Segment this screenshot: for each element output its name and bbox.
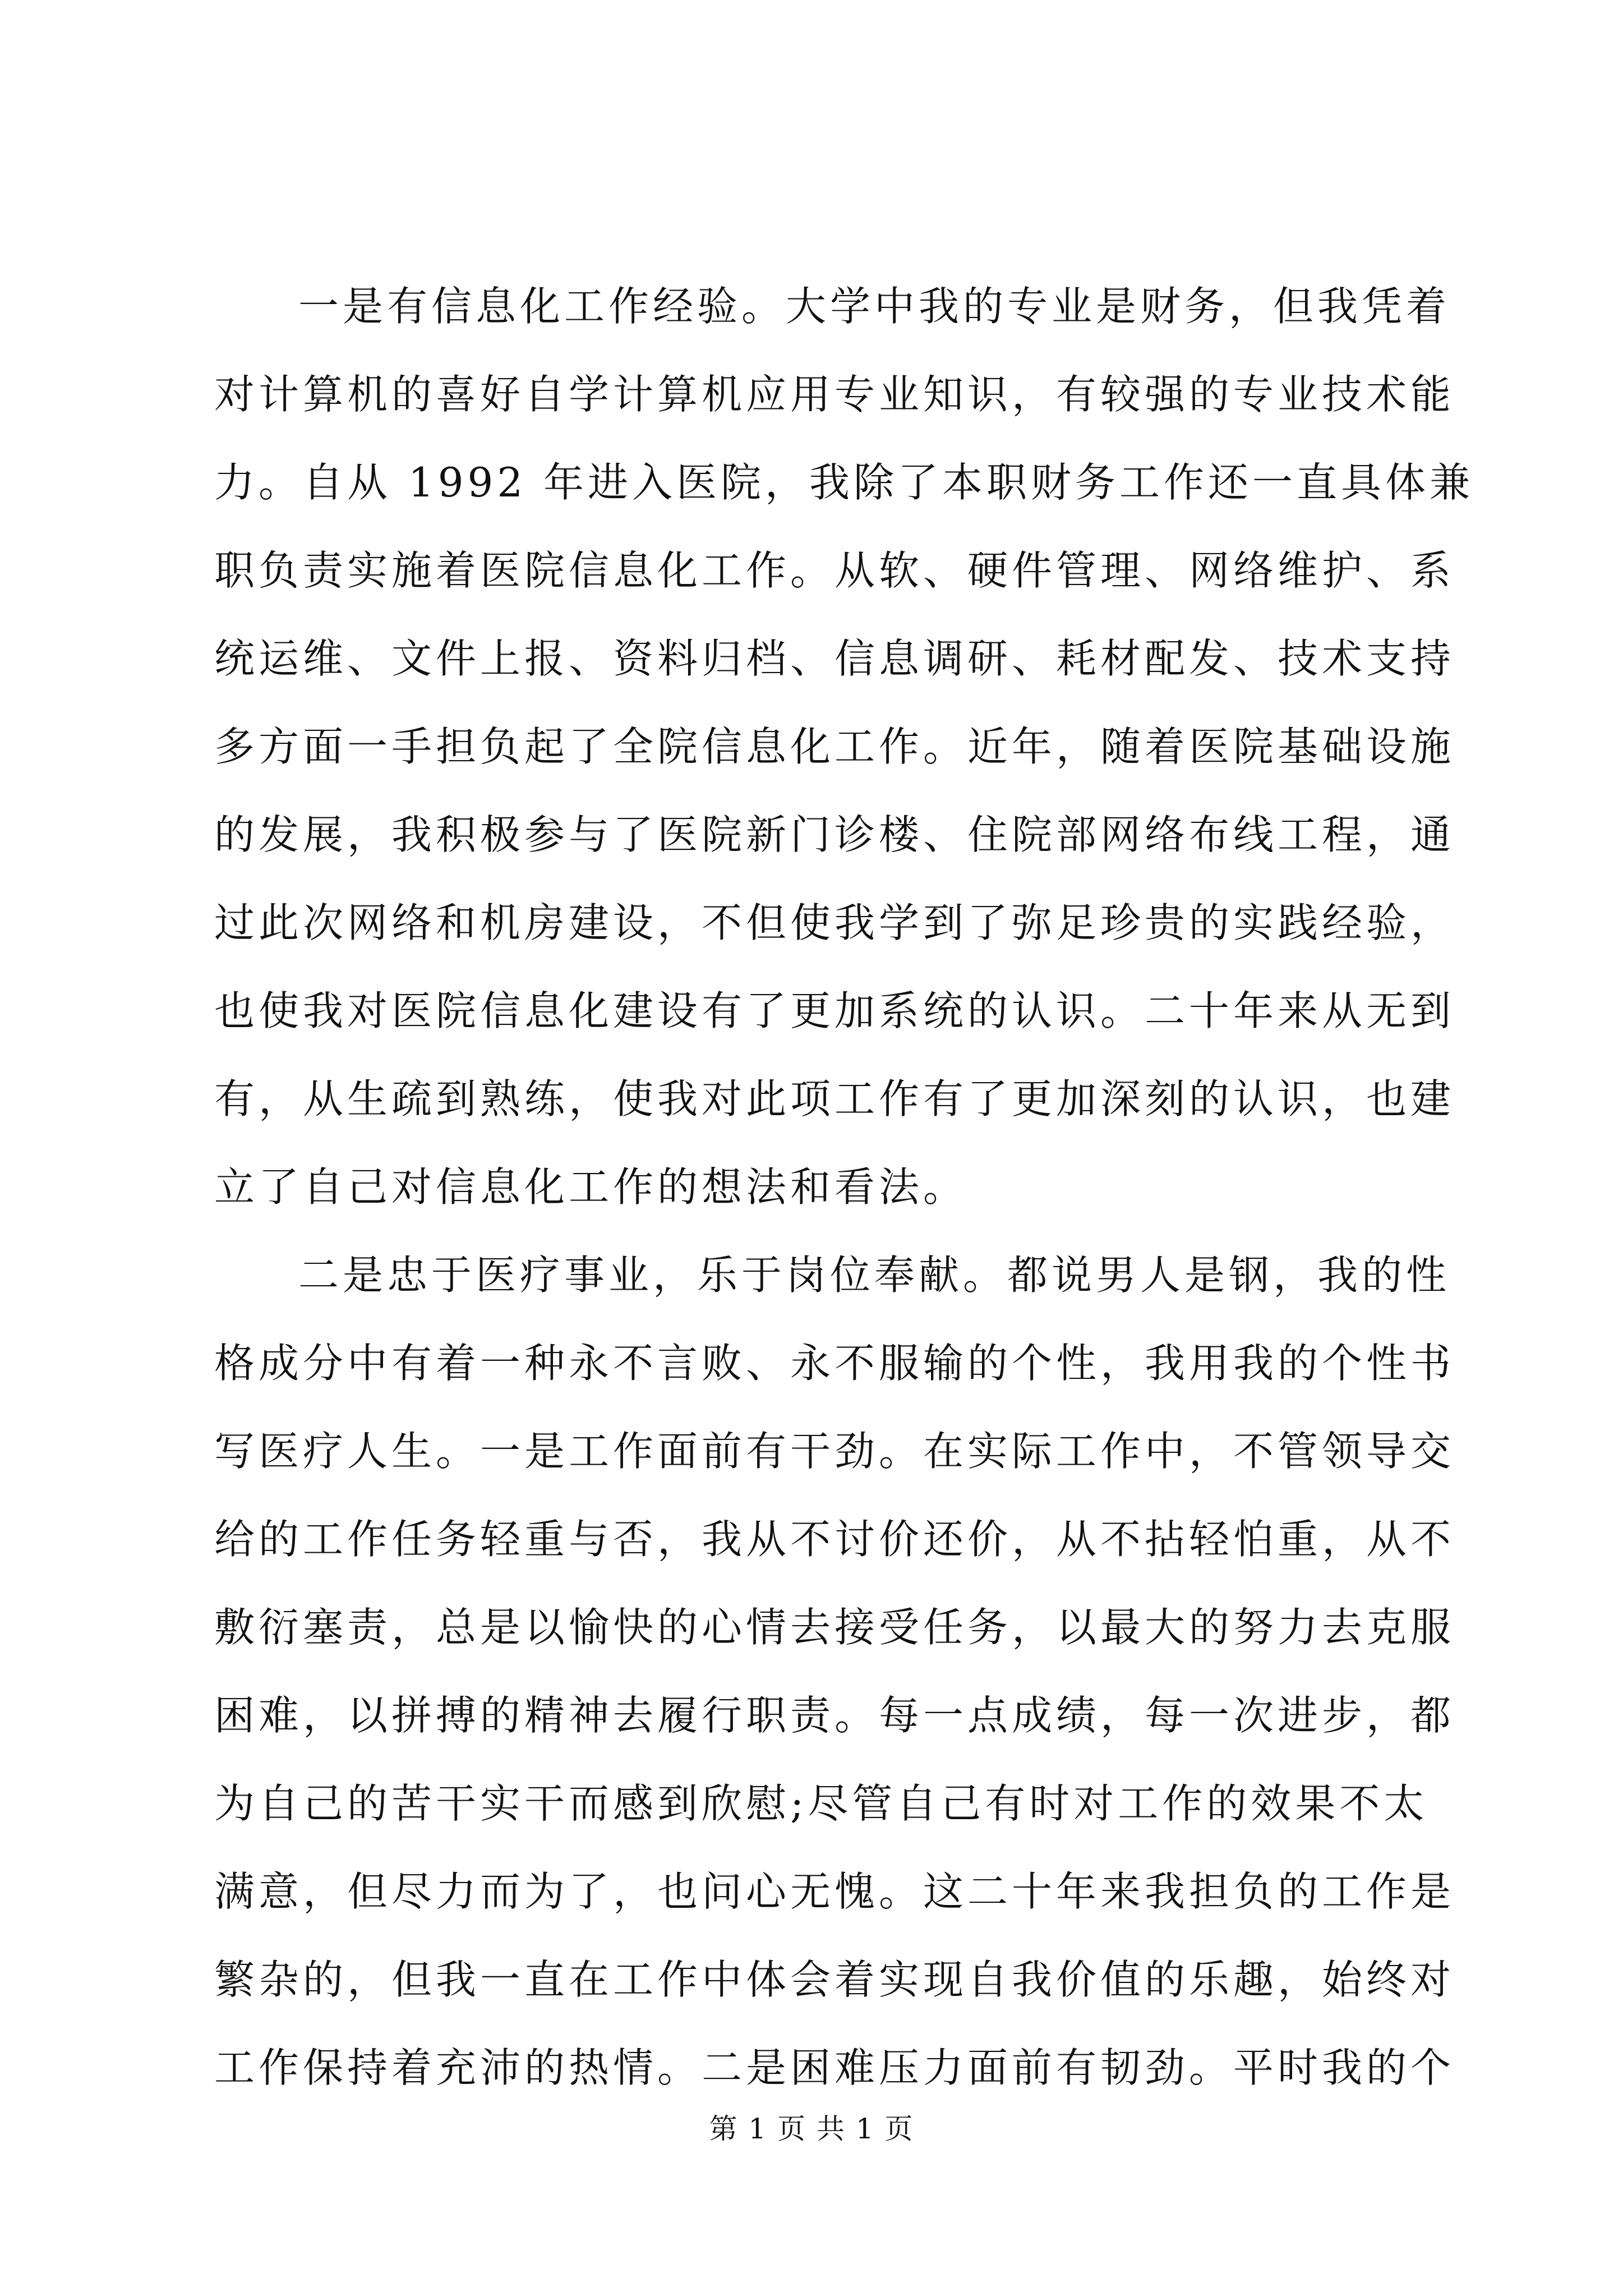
paragraph-line: 的发展，我积极参与了医院新门诊楼、住院部网络布线工程，通 (214, 811, 1455, 858)
document-body (214, 263, 1474, 2112)
paragraph-line: 对计算机的喜好自学计算机应用专业知识，有较强的专业技术能 (214, 371, 1455, 418)
paragraph-line: 力。自从 1992 年进入医院，我除了本职财务工作还一直具体兼 (214, 459, 1474, 506)
paragraph-line: 二是忠于医疗事业，乐于岗位奉献。都说男人是钢，我的性 (298, 1251, 1451, 1299)
paragraph-line: 统运维、文件上报、资料归档、信息调研、耗材配发、技术支持 (214, 635, 1455, 682)
paragraph-line: 一是有信息化工作经验。大学中我的专业是财务，但我凭着 (298, 283, 1451, 330)
paragraph-line: 为自己的苦干实干而感到欣慰;尽管自己有时对工作的效果不太 (214, 1780, 1428, 1827)
paragraph-line: 有，从生疏到熟练，使我对此项工作有了更加深刻的认识，也建 (214, 1075, 1455, 1122)
paragraph-1 (214, 263, 1474, 1231)
paragraph-line: 困难，以拼搏的精神去履行职责。每一点成绩，每一次进步，都 (214, 1692, 1455, 1739)
paragraph-2 (214, 1231, 1455, 2112)
paragraph-line: 多方面一手担负起了全院信息化工作。近年，随着医院基础设施 (214, 723, 1455, 770)
paragraph-line: 也使我对医院信息化建设有了更加系统的认识。二十年来从无到 (214, 987, 1455, 1034)
paragraph-line: 敷衍塞责，总是以愉快的心情去接受任务，以最大的努力去克服 (214, 1604, 1455, 1651)
paragraph-line: 工作保持着充沛的热情。二是困难压力面前有韧劲。平时我的个 (214, 2044, 1455, 2091)
paragraph-line: 格成分中有着一种永不言败、永不服输的个性，我用我的个性书 (214, 1340, 1455, 1387)
page-footer: 第 1 页 共 1 页 (709, 2113, 914, 2145)
paragraph-line: 立了自己对信息化工作的想法和看法。 (214, 1163, 968, 1211)
paragraph-line: 过此次网络和机房建设，不但使我学到了弥足珍贵的实践经验， (214, 899, 1455, 946)
paragraph-line: 写医疗人生。一是工作面前有干劲。在实际工作中，不管领导交 (214, 1428, 1455, 1475)
paragraph-line: 给的工作任务轻重与否，我从不讨价还价，从不拈轻怕重，从不 (214, 1516, 1455, 1563)
paragraph-line: 满意，但尽力而为了，也问心无愧。这二十年来我担负的工作是 (214, 1868, 1455, 1915)
paragraph-line: 繁杂的，但我一直在工作中体会着实现自我价值的乐趣，始终对 (214, 1956, 1455, 2003)
paragraph-line: 职负责实施着医院信息化工作。从软、硬件管理、网络维护、系 (214, 547, 1455, 594)
